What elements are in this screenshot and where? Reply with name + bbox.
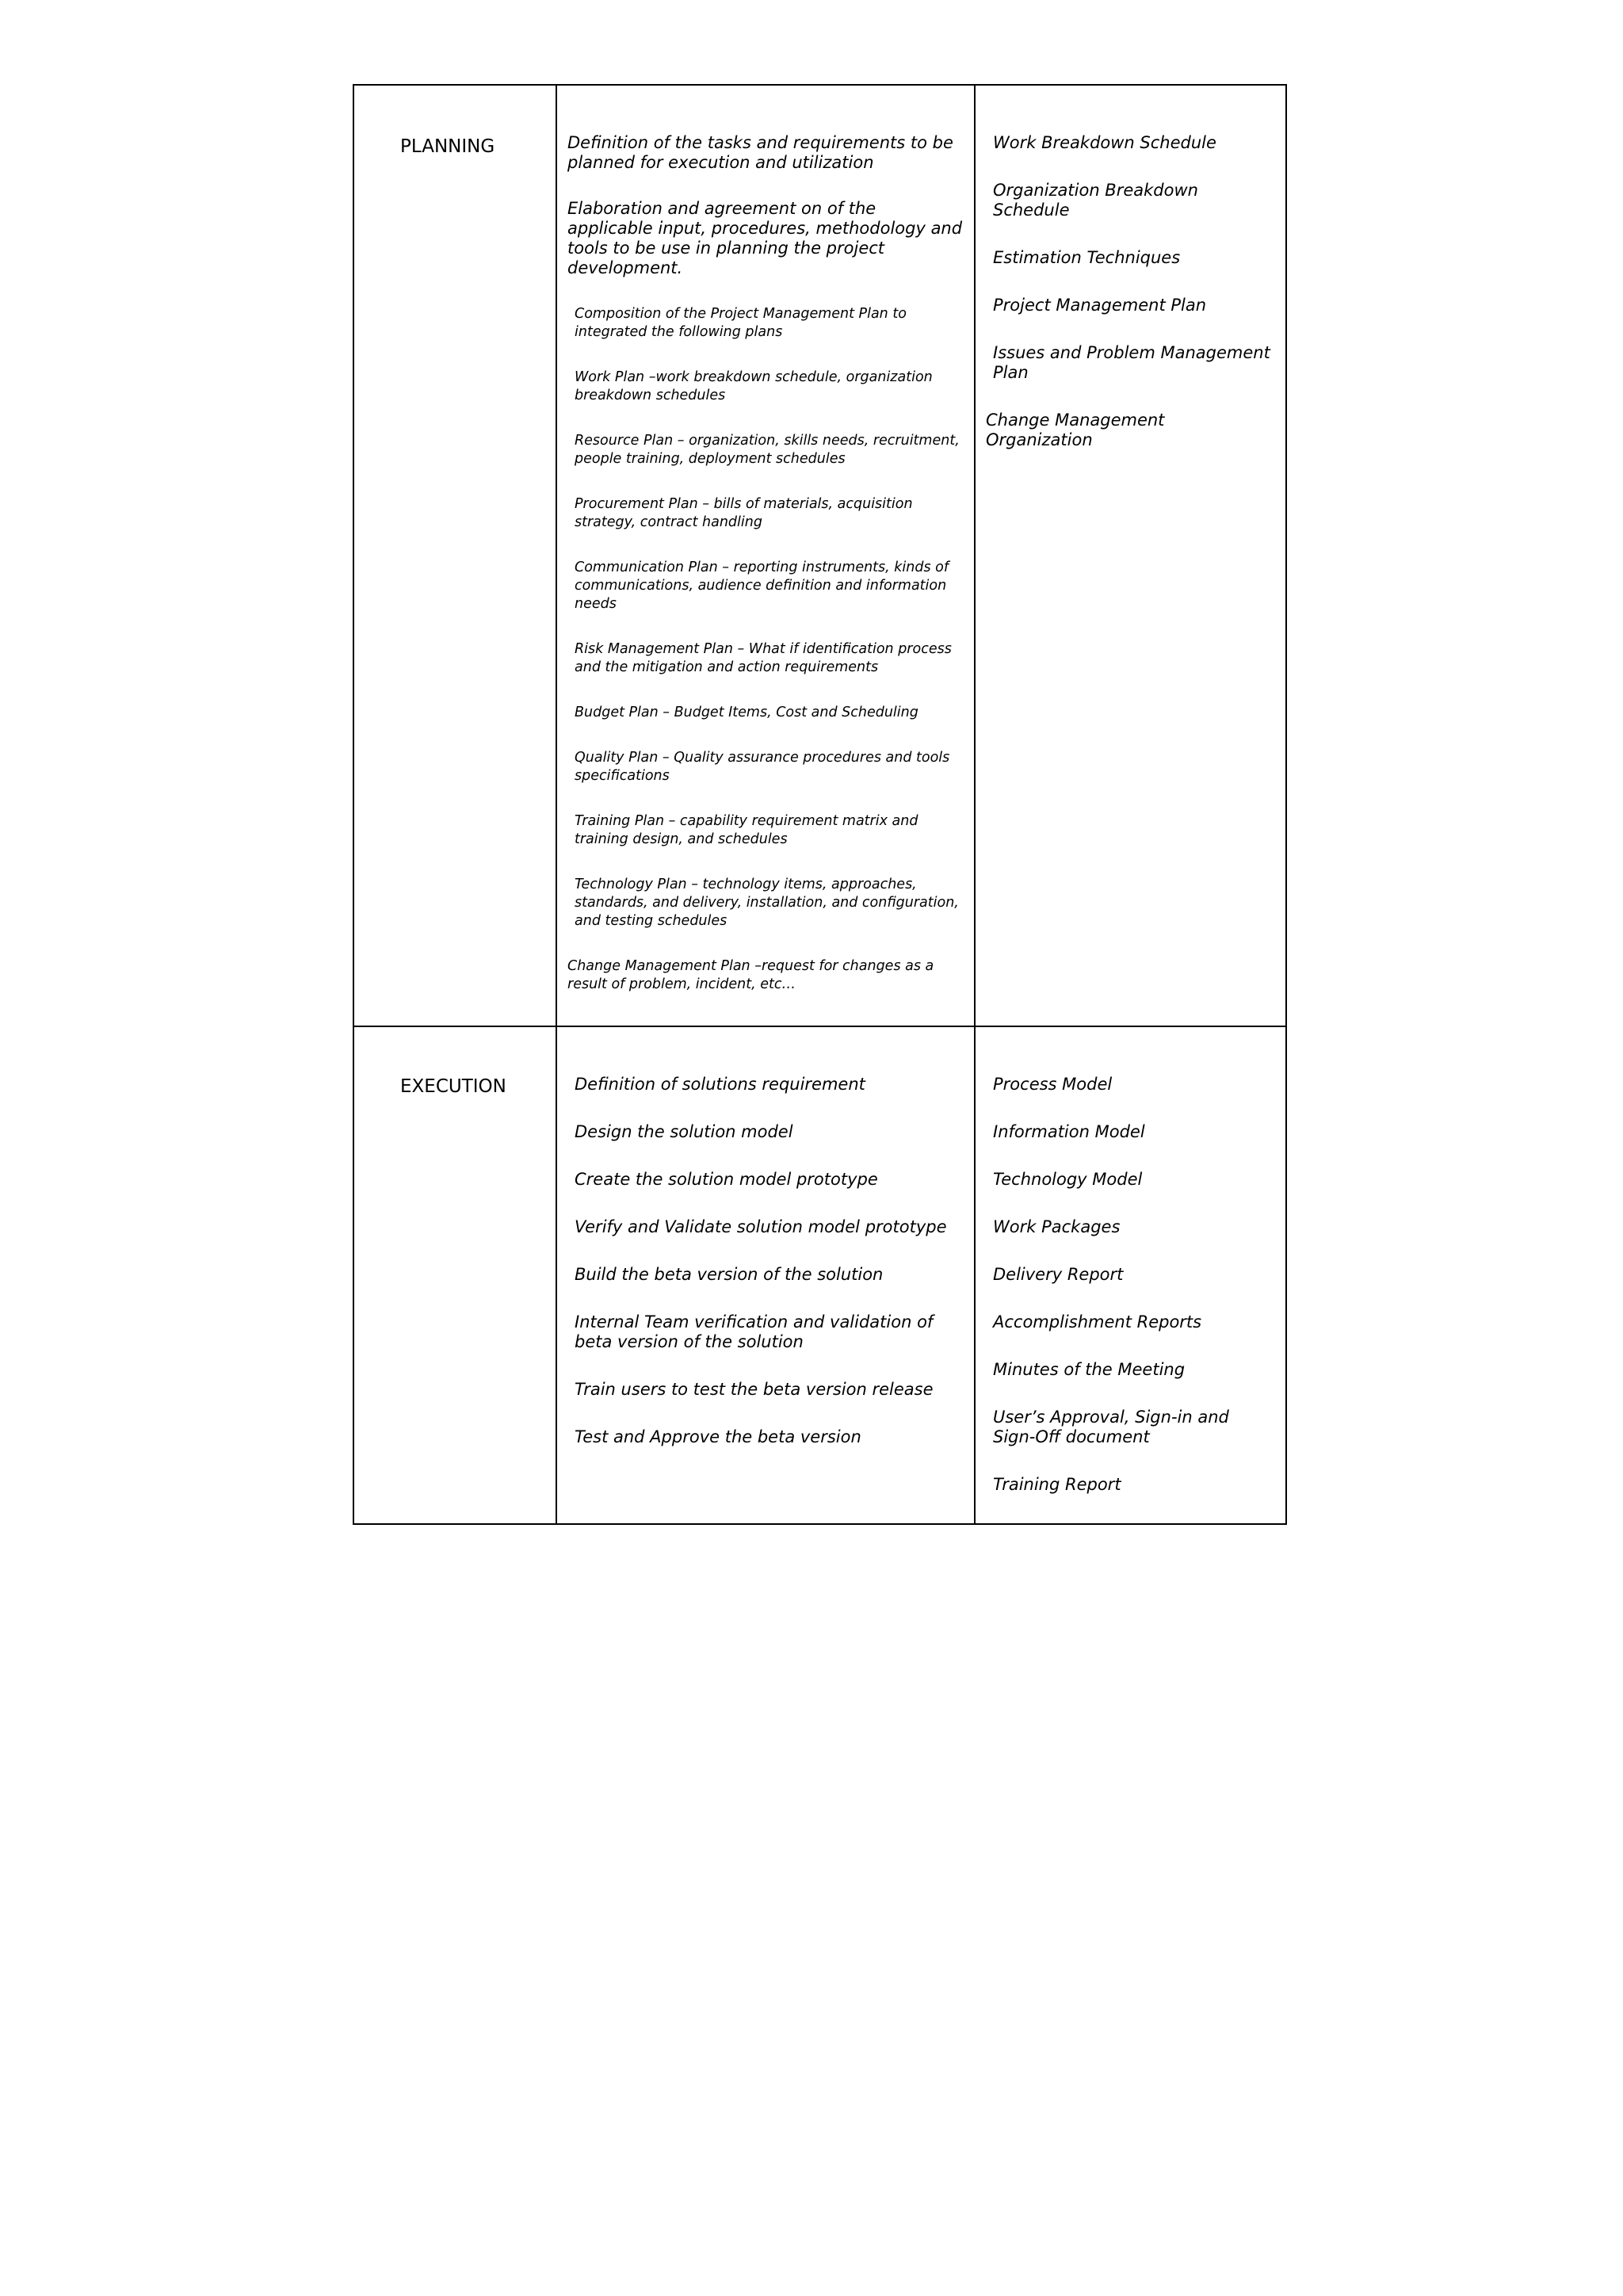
list-item: Elaboration and agreement on of the applicable input, procedures, methodology and tools to be use in planning the project development.	[567, 199, 963, 277]
table-row-planning	[353, 85, 1286, 1026]
outputs-cell	[975, 85, 1286, 1026]
list-item: Internal Team verification and validation of beta version of the solution	[575, 1312, 934, 1351]
list-item: Design the solution model	[575, 1122, 793, 1141]
phase-label-execution: EXECUTION	[400, 1076, 506, 1097]
list-item: Change Management Plan –request for changes as a result of problem, incident, etc…	[567, 958, 934, 992]
list-item: Budget Plan – Budget Items, Cost and Scheduling	[575, 705, 918, 720]
planning-outputs-list	[976, 86, 1285, 450]
list-item: Process Model	[993, 1075, 1113, 1094]
list-item: Technology Plan – technology items, approaches, standards, and delivery, installation, and configuration, and testing schedules	[575, 877, 959, 929]
list-item: Delivery Report	[993, 1265, 1124, 1284]
list-item: Communication Plan – reporting instruments, kinds of communications, audience definition and information needs	[575, 560, 949, 612]
list-item: Technology Model	[993, 1170, 1143, 1189]
list-item: Training Plan – capability requirement matrix and training design, and schedules	[575, 813, 918, 847]
list-item: Estimation Techniques	[993, 248, 1181, 267]
list-item: Accomplishment Reports	[993, 1312, 1202, 1331]
execution-outputs-list	[976, 1027, 1285, 1495]
list-item: Create the solution model prototype	[575, 1170, 878, 1189]
list-item: Test and Approve the beta version	[575, 1427, 861, 1446]
phase-table	[353, 84, 1287, 1525]
phase-label-planning: PLANNING	[400, 136, 495, 157]
list-item: Project Management Plan	[993, 296, 1207, 315]
activities-cell	[556, 1026, 975, 1524]
planning-activities-list	[557, 86, 974, 994]
list-item: Resource Plan – organization, skills needs, recruitment, people training, deployment schedules	[575, 433, 960, 467]
list-item: Composition of the Project Management Plan to integrated the following plans	[575, 306, 907, 340]
list-item: Definition of the tasks and requirements to be planned for execution and utilization	[567, 133, 953, 172]
list-item: Work Packages	[993, 1217, 1121, 1236]
list-item: Definition of solutions requirement	[575, 1075, 865, 1094]
execution-activities-list	[557, 1027, 974, 1447]
list-item: Build the beta version of the solution	[575, 1265, 884, 1284]
phase-cell	[353, 85, 556, 1026]
list-item: Information Model	[993, 1122, 1145, 1141]
list-item: Quality Plan – Quality assurance procedures and tools specifications	[575, 750, 950, 784]
list-item: Change Management Organization	[986, 411, 1165, 449]
list-item: Training Report	[993, 1475, 1121, 1494]
list-item: Verify and Validate solution model prototype	[575, 1217, 947, 1236]
list-item: Organization Breakdown Schedule	[993, 181, 1198, 220]
table-row-execution	[353, 1026, 1286, 1524]
phase-cell	[353, 1026, 556, 1524]
outputs-cell	[975, 1026, 1286, 1524]
list-item: Procurement Plan – bills of materials, acquisition strategy, contract handling	[575, 496, 913, 530]
list-item: Risk Management Plan – What if identification process and the mitigation and action requirements	[575, 641, 952, 675]
list-item: Issues and Problem Management Plan	[993, 343, 1270, 382]
list-item: Minutes of the Meeting	[993, 1360, 1186, 1379]
list-item: Work Plan –work breakdown schedule, organization breakdown schedules	[575, 369, 933, 403]
activities-cell	[556, 85, 975, 1026]
list-item: Train users to test the beta version release	[575, 1380, 934, 1399]
list-item: User’s Approval, Sign-in and Sign-Off document	[993, 1408, 1229, 1446]
list-item: Work Breakdown Schedule	[993, 133, 1216, 152]
